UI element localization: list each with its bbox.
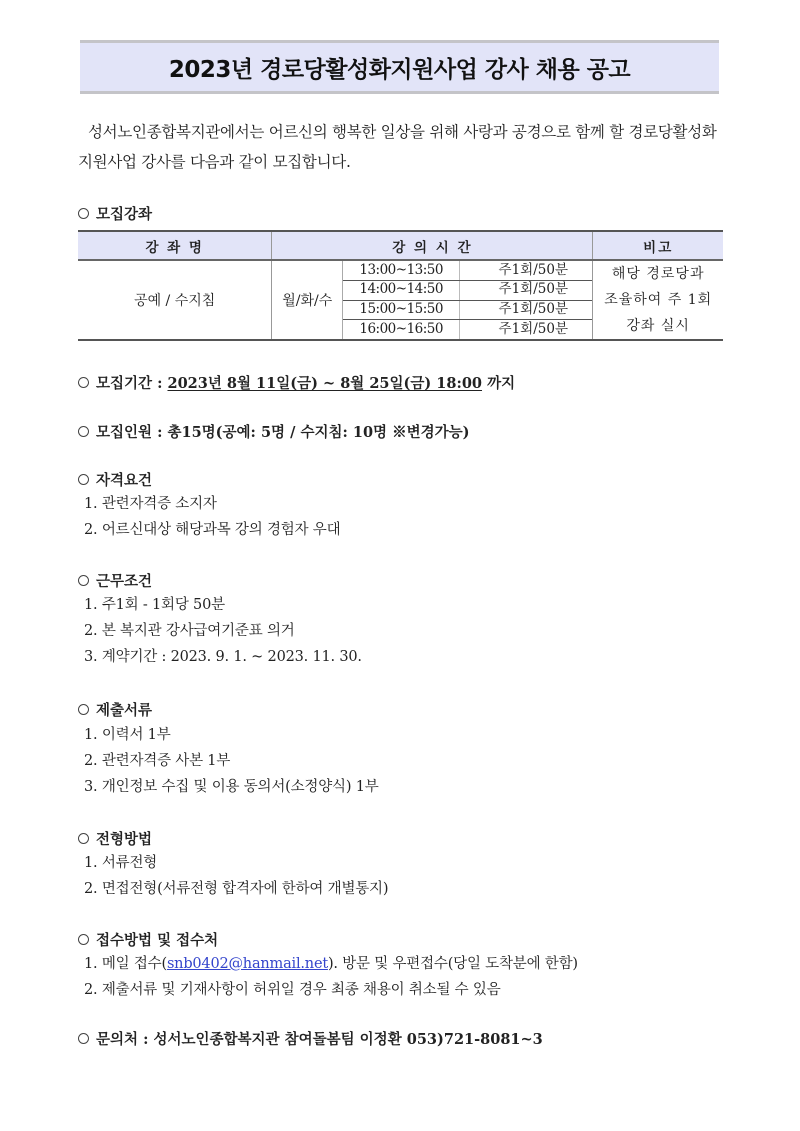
recruitment-headcount: 모집인원 : 총15명(공예: 5명 / 수지침: 10명 ※변경가능) <box>78 421 469 442</box>
contact-value: 성서노인종합복지관 참여돌봄팀 이정환 053)721-8081~3 <box>153 1031 543 1048</box>
time-slot-row <box>343 301 592 321</box>
slot-time: 13:00~13:50 <box>343 261 460 280</box>
circle-bullet-icon <box>78 1033 89 1044</box>
circle-bullet-icon <box>78 474 89 485</box>
slot-time: 16:00~16:50 <box>343 320 460 339</box>
slot-frequency: 주1회/50분 <box>498 301 568 318</box>
time-slot-row <box>343 261 592 281</box>
selection-list <box>84 850 388 902</box>
header-lecture-time: 강 의 시 간 <box>272 232 593 259</box>
header-course-name: 강 좌 명 <box>78 232 272 259</box>
list-item: 2. 제출서류 및 기재사항이 허위일 경우 최종 채용이 취소될 수 있음 <box>84 982 501 998</box>
section-courses-heading: 모집강좌 <box>78 203 152 224</box>
header-note: 비고 <box>643 239 674 256</box>
title-banner <box>80 40 719 94</box>
course-days-cell: 월/화/수 <box>272 261 343 339</box>
documents-list <box>84 722 379 800</box>
section-qualifications-heading: 자격요건 <box>78 469 152 490</box>
period-value: 2023년 8월 11일(금) ~ 8월 25일(금) 18:00 <box>167 375 483 392</box>
circle-bullet-icon <box>78 934 89 945</box>
circle-bullet-icon <box>78 575 89 586</box>
table-header-row <box>78 232 723 261</box>
slot-frequency: 주1회/50분 <box>498 261 568 278</box>
list-item: 2. 면접전형(서류전형 합격자에 한하여 개별통지) <box>84 881 389 897</box>
time-slot-row <box>343 320 592 339</box>
list-item: 3. 계약기간 : 2023. 9. 1. ~ 2023. 11. 30. <box>84 649 362 665</box>
note-cell: 해당 경로당과 조율하여 주 1회 강좌 실시 <box>604 266 713 334</box>
circle-bullet-icon <box>78 208 89 219</box>
email-link[interactable]: snb0402@hanmail.net <box>166 956 328 972</box>
list-item: 3. 개인정보 수집 및 이용 동의서(소정양식) 1부 <box>84 779 379 795</box>
list-item: 2. 본 복지관 강사급여기준표 의거 <box>84 623 295 639</box>
conditions-list <box>84 592 362 670</box>
circle-bullet-icon <box>78 833 89 844</box>
table-row <box>78 261 723 339</box>
intro-paragraph: 성서노인종합복지관에서는 어르신의 행복한 일상을 위해 사랑과 공경으로 함께 할 경로당활성화지원사업 강사를 다음과 같이 모집합니다. <box>78 123 717 171</box>
courses-table <box>78 230 723 341</box>
slot-time: 14:00~14:50 <box>343 281 460 300</box>
circle-bullet-icon <box>78 426 89 437</box>
section-submission-heading: 접수방법 및 접수처 <box>78 929 218 950</box>
list-item: 1. 주1회 - 1회당 50분 <box>84 597 225 613</box>
submission-list <box>84 951 578 1003</box>
time-slots <box>343 261 593 339</box>
qualifications-list <box>84 491 340 543</box>
section-selection-heading: 전형방법 <box>78 828 152 849</box>
page-title: 2023년 경로당활성화지원사업 강사 채용 공고 <box>168 56 631 83</box>
list-item: 1. 관련자격증 소지자 <box>84 496 217 512</box>
slot-time: 15:00~15:50 <box>343 301 460 320</box>
slot-frequency: 주1회/50분 <box>498 320 568 337</box>
recruitment-period: 모집기간 : 2023년 8월 11일(금) ~ 8월 25일(금) 18:00 까지 <box>78 372 515 393</box>
list-item: 2. 관련자격증 사본 1부 <box>84 753 231 769</box>
course-name-cell: 공예 / 수지침 <box>78 261 272 339</box>
list-item: 1. 서류전형 <box>84 855 158 871</box>
headcount-value: 총15명(공예: 5명 / 수지침: 10명 ※변경가능) <box>167 424 470 441</box>
slot-frequency: 주1회/50분 <box>498 281 568 298</box>
section-documents-heading: 제출서류 <box>78 699 152 720</box>
circle-bullet-icon <box>78 704 89 715</box>
circle-bullet-icon <box>78 377 89 388</box>
list-item: 1. 이력서 1부 <box>84 727 171 743</box>
contact-info: 문의처 : 성서노인종합복지관 참여돌봄팀 이정환 053)721-8081~3 <box>78 1028 543 1049</box>
section-conditions-heading: 근무조건 <box>78 570 152 591</box>
list-item: 2. 어르신대상 해당과목 강의 경험자 우대 <box>84 522 341 538</box>
time-slot-row <box>343 281 592 301</box>
list-item: 1. 메일 접수(snb0402@hanmail.net). 방문 및 우편접수(당일 도착분에 한함) <box>84 956 578 972</box>
